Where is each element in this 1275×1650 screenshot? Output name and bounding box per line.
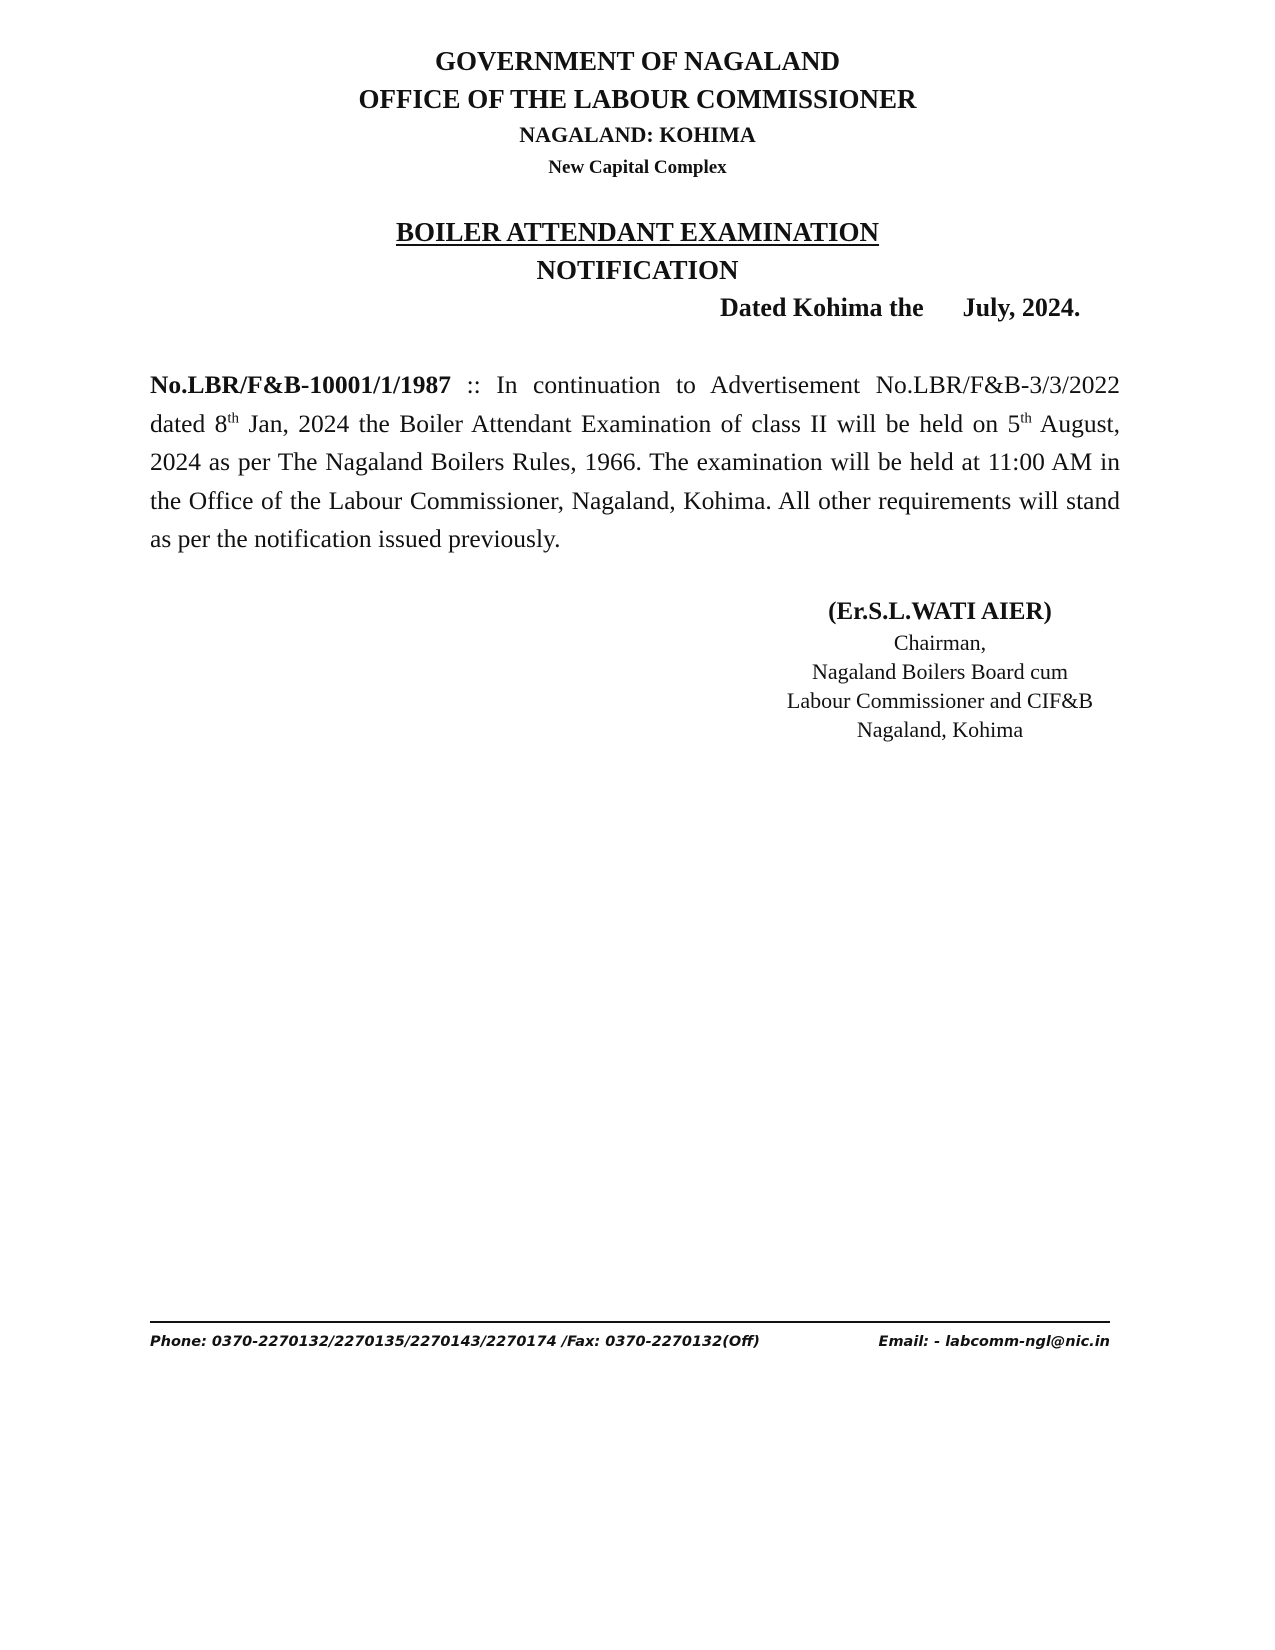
- body-text-2: Jan, 2024 the Boiler Attendant Examination of class II will be held on 5: [239, 408, 1021, 438]
- signatory-name: (Er.S.L.WATI AIER): [828, 598, 1052, 625]
- body-text-1: :: In continuation to Advertisement No.LBR/F&B-3/3/2022 dated 8: [150, 370, 1120, 438]
- signatory-title-1: Chairman,: [893, 630, 987, 655]
- notification-body: [150, 366, 1120, 559]
- dated-suffix: July, 2024.: [962, 293, 1081, 322]
- dated-line: [720, 293, 1120, 323]
- reference-number: No.LBR/F&B-10001/1/1987: [150, 370, 452, 399]
- footer-email: Email: - labcomm-ngl@nic.in: [878, 1334, 1110, 1350]
- complex-heading: New Capital Complex: [548, 157, 727, 178]
- body-text-3: August, 2024 as per The Nagaland Boilers Rules, 1966. The examination will be held at 11:00 AM in the Office of the Labour Commissioner, Nagaland, Kohima. All other requirements will stand as per the notification issued previously.: [150, 408, 1120, 553]
- footer-phone: Phone: 0370-2270132/2270135/2270143/2270174 /Fax: 0370-2270132(Off): [150, 1334, 760, 1350]
- ordinal-suffix-1: th: [227, 410, 240, 426]
- exam-title: BOILER ATTENDANT EXAMINATION: [395, 217, 880, 247]
- footer-divider: [150, 1321, 1110, 1323]
- office-heading: OFFICE OF THE LABOUR COMMISSIONER: [358, 84, 917, 114]
- signatory-title-3: Labour Commissioner and CIF&B: [786, 688, 1094, 713]
- notification-title: NOTIFICATION: [536, 255, 739, 285]
- dated-prefix: Dated Kohima the: [720, 293, 924, 322]
- signatory-title-2: Nagaland Boilers Board cum: [812, 659, 1068, 684]
- government-heading: GOVERNMENT OF NAGALAND: [434, 46, 840, 76]
- signatory-location: Nagaland, Kohima: [856, 717, 1024, 742]
- city-heading: NAGALAND: KOHIMA: [519, 122, 756, 147]
- ordinal-suffix-2: th: [1020, 410, 1032, 426]
